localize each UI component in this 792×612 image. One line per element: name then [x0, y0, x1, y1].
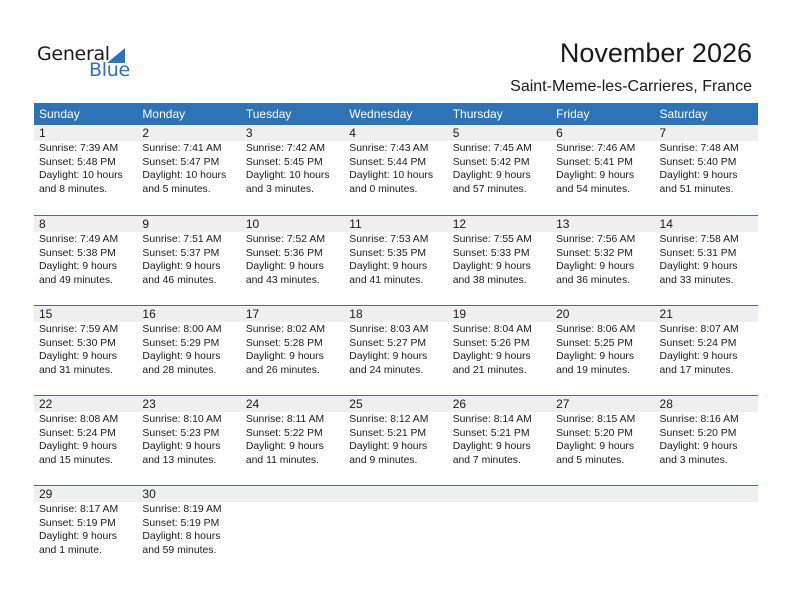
day-number [241, 486, 344, 502]
sunrise-text: Sunrise: 8:12 AM [349, 414, 429, 425]
daylight-text: and 38 minutes. [452, 274, 527, 286]
day-cell [655, 232, 758, 287]
day-cell [34, 322, 137, 377]
sunrise-text: Sunrise: 8:16 AM [659, 414, 739, 425]
daylight-text: and 59 minutes. [142, 544, 217, 556]
day-cell [344, 141, 447, 196]
sunrise-text: Sunrise: 7:49 AM [39, 234, 119, 245]
sunset-text: Sunset: 5:23 PM [142, 427, 220, 439]
day-cell [241, 412, 344, 467]
day-cell [344, 322, 447, 377]
daylight-text: Daylight: 9 hours [556, 441, 635, 453]
day-info-row [34, 412, 758, 467]
daylight-text: and 11 minutes. [245, 454, 320, 466]
daylight-text: and 46 minutes. [142, 274, 217, 286]
logo-blue-text: Blue [89, 59, 130, 81]
day-number: 7 [659, 126, 667, 140]
daylight-text: Daylight: 9 hours [39, 441, 117, 453]
daylight-text: and 28 minutes. [142, 364, 217, 376]
day-cell [137, 412, 240, 467]
sunset-text: Sunset: 5:48 PM [39, 156, 116, 168]
sunset-text: Sunset: 5:29 PM [142, 337, 220, 349]
day-cell [241, 232, 344, 287]
day-cell [241, 141, 344, 196]
daylight-text: and 15 minutes. [39, 454, 113, 466]
weekday-thursday: Thursday [452, 107, 503, 121]
day-cell [241, 322, 344, 377]
day-cell [34, 412, 137, 467]
sunset-text: Sunset: 5:31 PM [659, 247, 737, 259]
daylight-text: and 8 minutes. [39, 183, 108, 195]
sunset-text: Sunset: 5:24 PM [39, 427, 116, 439]
sunrise-text: Sunrise: 7:43 AM [349, 143, 429, 154]
sunrise-text: Sunrise: 8:03 AM [349, 324, 429, 335]
sunset-text: Sunset: 5:41 PM [556, 156, 633, 168]
sunrise-text: Sunrise: 7:42 AM [245, 143, 325, 154]
sunset-text: Sunset: 5:40 PM [659, 156, 737, 168]
daylight-text: Daylight: 10 hours [349, 170, 434, 182]
sunset-text: Sunset: 5:28 PM [245, 337, 323, 349]
day-number: 3 [245, 126, 253, 140]
daylight-text: and 43 minutes. [245, 274, 320, 286]
day-cell [551, 322, 654, 377]
daylight-text: Daylight: 9 hours [142, 441, 221, 453]
sunrise-text: Sunrise: 7:52 AM [245, 234, 325, 245]
date-number-row [34, 396, 758, 412]
day-number: 30 [142, 487, 156, 501]
sunrise-text: Sunrise: 7:45 AM [452, 143, 532, 154]
day-cell [137, 502, 240, 557]
sunset-text: Sunset: 5:20 PM [659, 427, 737, 439]
daylight-text: and 54 minutes. [556, 183, 631, 195]
daylight-text: and 57 minutes. [452, 183, 527, 195]
daylight-text: Daylight: 9 hours [556, 170, 635, 182]
daylight-text: Daylight: 9 hours [659, 261, 738, 273]
daylight-text: Daylight: 9 hours [452, 441, 531, 453]
day-cell [344, 232, 447, 287]
weekday-monday: Monday [142, 107, 186, 121]
sunset-text: Sunset: 5:37 PM [142, 247, 220, 259]
sunrise-text: Sunrise: 7:55 AM [452, 234, 532, 245]
weekday-wednesday: Wednesday [349, 107, 413, 121]
sunrise-text: Sunrise: 7:53 AM [349, 234, 429, 245]
day-number: 13 [556, 217, 570, 231]
day-number: 22 [39, 397, 53, 411]
day-number: 8 [39, 217, 46, 231]
sunrise-text: Sunrise: 7:48 AM [659, 143, 739, 154]
day-number: 1 [39, 126, 46, 140]
day-cell [137, 232, 240, 287]
sunset-text: Sunset: 5:35 PM [349, 247, 427, 259]
day-number: 15 [39, 307, 53, 321]
daylight-text: Daylight: 9 hours [349, 441, 428, 453]
day-info-row [34, 322, 758, 377]
sunset-text: Sunset: 5:21 PM [349, 427, 427, 439]
day-number: 18 [349, 307, 363, 321]
sunrise-text: Sunrise: 7:51 AM [142, 234, 222, 245]
week-row [34, 485, 758, 575]
sunset-text: Sunset: 5:24 PM [659, 337, 737, 349]
day-number: 25 [349, 397, 363, 411]
daylight-text: Daylight: 9 hours [39, 531, 117, 543]
daylight-text: Daylight: 9 hours [556, 351, 635, 363]
date-number-row [34, 125, 758, 141]
daylight-text: and 13 minutes. [142, 454, 217, 466]
daylight-text: and 5 minutes. [556, 454, 625, 466]
daylight-text: Daylight: 9 hours [452, 261, 531, 273]
daylight-text: Daylight: 9 hours [452, 170, 531, 182]
sunset-text: Sunset: 5:38 PM [39, 247, 116, 259]
day-number: 20 [556, 307, 570, 321]
week-row [34, 305, 758, 395]
day-number: 28 [659, 397, 673, 411]
daylight-text: Daylight: 10 hours [245, 170, 330, 182]
day-number [448, 486, 551, 502]
day-cell [137, 322, 240, 377]
weekday-friday: Friday [556, 107, 590, 121]
sunset-text: Sunset: 5:32 PM [556, 247, 633, 259]
sunrise-text: Sunrise: 8:19 AM [142, 504, 222, 515]
sunrise-text: Sunrise: 7:39 AM [39, 143, 119, 154]
day-info-row [34, 232, 758, 287]
day-cell [241, 502, 344, 557]
day-number: 27 [556, 397, 570, 411]
day-cell [344, 502, 447, 557]
daylight-text: and 49 minutes. [39, 274, 113, 286]
sunset-text: Sunset: 5:44 PM [349, 156, 427, 168]
sunrise-text: Sunrise: 8:15 AM [556, 414, 636, 425]
day-cell [448, 141, 551, 196]
day-cell [34, 141, 137, 196]
daylight-text: Daylight: 8 hours [142, 531, 221, 543]
week-row [34, 125, 758, 215]
day-number: 24 [245, 397, 260, 411]
daylight-text: and 31 minutes. [39, 364, 113, 376]
sunset-text: Sunset: 5:45 PM [245, 156, 323, 168]
sunrise-text: Sunrise: 8:14 AM [452, 414, 532, 425]
day-number: 4 [349, 126, 356, 140]
day-cell [655, 502, 758, 557]
daylight-text: Daylight: 9 hours [142, 351, 221, 363]
daylight-text: Daylight: 9 hours [245, 351, 324, 363]
daylight-text: Daylight: 9 hours [245, 261, 324, 273]
day-number: 10 [245, 217, 260, 231]
day-number: 9 [142, 217, 150, 231]
sunset-text: Sunset: 5:30 PM [39, 337, 116, 349]
daylight-text: Daylight: 9 hours [349, 261, 428, 273]
day-cell [34, 232, 137, 287]
daylight-text: and 9 minutes. [349, 454, 418, 466]
day-cell [655, 412, 758, 467]
day-cell [448, 232, 551, 287]
weekday-header [34, 103, 758, 125]
sunset-text: Sunset: 5:20 PM [556, 427, 633, 439]
day-number: 23 [142, 397, 156, 411]
sunset-text: Sunset: 5:36 PM [245, 247, 323, 259]
daylight-text: and 17 minutes. [659, 364, 734, 376]
sunset-text: Sunset: 5:25 PM [556, 337, 633, 349]
daylight-text: and 0 minutes. [349, 183, 418, 195]
sunrise-text: Sunrise: 8:07 AM [659, 324, 739, 335]
daylight-text: Daylight: 10 hours [142, 170, 227, 182]
sunrise-text: Sunrise: 8:02 AM [245, 324, 325, 335]
daylight-text: and 36 minutes. [556, 274, 631, 286]
daylight-text: and 7 minutes. [452, 454, 521, 466]
day-cell [655, 322, 758, 377]
weekday-tuesday: Tuesday [245, 107, 292, 121]
daylight-text: Daylight: 9 hours [452, 351, 531, 363]
daylight-text: and 5 minutes. [142, 183, 211, 195]
daylight-text: Daylight: 9 hours [556, 261, 635, 273]
sunset-text: Sunset: 5:47 PM [142, 156, 220, 168]
day-cell [551, 232, 654, 287]
sunset-text: Sunset: 5:21 PM [452, 427, 530, 439]
logo [37, 43, 137, 83]
sunrise-text: Sunrise: 8:10 AM [142, 414, 222, 425]
daylight-text: and 3 minutes. [659, 454, 728, 466]
day-cell [344, 412, 447, 467]
week-row [34, 215, 758, 305]
day-cell [448, 502, 551, 557]
day-number: 14 [659, 217, 673, 231]
day-cell [551, 412, 654, 467]
page-title: November 2026 [559, 38, 752, 68]
location-subtitle: Saint-Meme-les-Carrieres, France [510, 78, 752, 95]
sunset-text: Sunset: 5:27 PM [349, 337, 427, 349]
sunrise-text: Sunrise: 7:56 AM [556, 234, 636, 245]
day-number: 29 [39, 487, 53, 501]
date-number-row [34, 306, 758, 322]
day-info-row [34, 502, 758, 557]
day-number: 2 [142, 126, 150, 140]
daylight-text: Daylight: 9 hours [349, 351, 428, 363]
logo-general-text: General [37, 43, 110, 65]
day-cell [448, 322, 551, 377]
daylight-text: and 1 minute. [39, 544, 102, 556]
day-cell [137, 141, 240, 196]
day-cell [448, 412, 551, 467]
daylight-text: and 26 minutes. [245, 364, 320, 376]
daylight-text: and 21 minutes. [452, 364, 527, 376]
day-number [344, 486, 447, 502]
daylight-text: Daylight: 9 hours [39, 351, 117, 363]
day-number: 17 [245, 307, 260, 321]
day-number: 12 [452, 217, 467, 231]
day-cell [34, 502, 137, 557]
sunrise-text: Sunrise: 8:17 AM [39, 504, 119, 515]
day-number: 11 [349, 217, 362, 231]
day-number [551, 486, 654, 502]
daylight-text: Daylight: 9 hours [39, 261, 117, 273]
daylight-text: and 24 minutes. [349, 364, 424, 376]
day-number: 6 [556, 126, 563, 140]
day-info-row [34, 141, 758, 196]
day-number: 16 [142, 307, 156, 321]
daylight-text: Daylight: 9 hours [659, 441, 738, 453]
week-row [34, 395, 758, 485]
daylight-text: Daylight: 9 hours [659, 170, 738, 182]
sunrise-text: Sunrise: 8:11 AM [245, 414, 325, 425]
sunrise-text: Sunrise: 7:41 AM [142, 143, 222, 154]
sunset-text: Sunset: 5:22 PM [245, 427, 323, 439]
daylight-text: and 3 minutes. [245, 183, 315, 195]
sunrise-text: Sunrise: 8:06 AM [556, 324, 636, 335]
sunset-text: Sunset: 5:42 PM [452, 156, 530, 168]
sunrise-text: Sunrise: 7:59 AM [39, 324, 119, 335]
sunset-text: Sunset: 5:33 PM [452, 247, 530, 259]
day-number: 21 [659, 307, 673, 321]
day-cell [551, 141, 654, 196]
day-number: 5 [452, 126, 460, 140]
day-cell [551, 502, 654, 557]
date-number-row [34, 216, 758, 232]
daylight-text: and 41 minutes. [349, 274, 424, 286]
day-number: 19 [452, 307, 467, 321]
sunrise-text: Sunrise: 8:08 AM [39, 414, 119, 425]
daylight-text: Daylight: 10 hours [39, 170, 123, 182]
sunrise-text: Sunrise: 8:04 AM [452, 324, 532, 335]
weekday-saturday: Saturday [659, 107, 708, 121]
weekday-sunday: Sunday [39, 107, 80, 121]
weeks-container [34, 125, 758, 575]
sunset-text: Sunset: 5:19 PM [39, 517, 116, 529]
daylight-text: and 33 minutes. [659, 274, 734, 286]
day-cell [655, 141, 758, 196]
sunrise-text: Sunrise: 7:46 AM [556, 143, 636, 154]
daylight-text: Daylight: 9 hours [245, 441, 324, 453]
sunrise-text: Sunrise: 7:58 AM [659, 234, 739, 245]
sunset-text: Sunset: 5:19 PM [142, 517, 220, 529]
daylight-text: and 19 minutes. [556, 364, 631, 376]
daylight-text: Daylight: 9 hours [659, 351, 738, 363]
daylight-text: Daylight: 9 hours [142, 261, 221, 273]
date-number-row [34, 486, 758, 502]
day-number [655, 486, 758, 502]
sunset-text: Sunset: 5:26 PM [452, 337, 530, 349]
daylight-text: and 51 minutes. [659, 183, 734, 195]
day-number: 26 [452, 397, 467, 411]
calendar-grid [34, 103, 758, 575]
sunrise-text: Sunrise: 8:00 AM [142, 324, 222, 335]
